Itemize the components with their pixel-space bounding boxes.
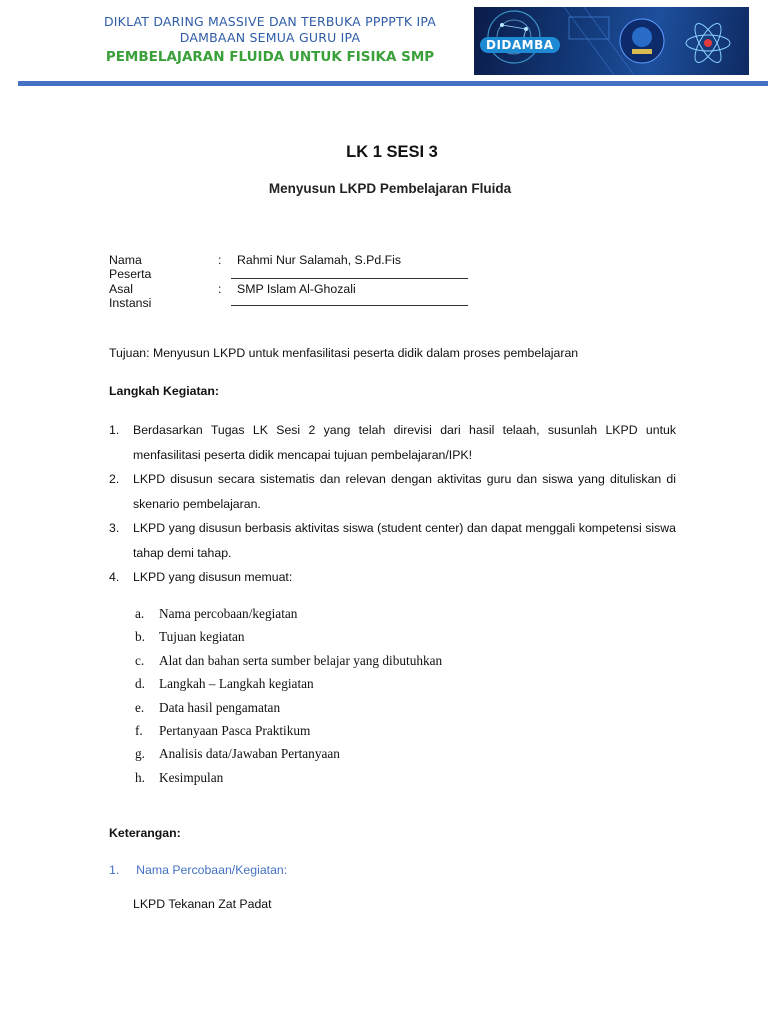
step-text: LKPD yang disusun berbasis aktivitas siswa (student center) dan dapat menggali kompetensi siswa tahap demi tahap. [133, 521, 676, 560]
sub-text: Alat dan bahan serta sumber belajar yang dibutuhkan [159, 652, 443, 668]
keterangan-item-label: Nama Percobaan/Kegiatan: [136, 863, 288, 877]
header-rule [18, 81, 768, 86]
step-text: LKPD disusun secara sistematis dan relevan dengan aktivitas guru dan siswa yang dituliskan di skenario pembelajaran. [133, 472, 676, 511]
list-item [135, 744, 442, 767]
step-text: LKPD yang disusun memuat: [133, 570, 293, 584]
sub-letter: c. [135, 652, 145, 668]
tujuan-text: Tujuan: Menyusun LKPD untuk menfasilitasi peserta didik dalam proses pembelajaran [109, 346, 579, 360]
sub-text: Pertanyaan Pasca Praktikum [159, 722, 311, 738]
header-text [60, 14, 480, 67]
sub-text: Data hasil pengamatan [159, 699, 281, 715]
header-line-3: PEMBELAJARAN FLUIDA UNTUK FISIKA SMP [105, 49, 435, 65]
list-item [135, 721, 442, 744]
sub-items-list [135, 604, 442, 791]
sub-letter: f. [135, 722, 143, 738]
list-item [135, 651, 442, 674]
didamba-logo: DIDAMBA [480, 37, 560, 53]
keterangan-item-value: LKPD Tekanan Zat Padat [133, 897, 272, 911]
list-item [109, 467, 676, 516]
sub-letter: b. [135, 629, 145, 645]
field-colon: : [218, 282, 222, 296]
field-label: Nama Peserta [109, 253, 152, 281]
keterangan-heading: Keterangan: [109, 826, 181, 840]
sub-text: Analisis data/Jawaban Pertanyaan [159, 746, 340, 762]
sub-text: Langkah – Langkah kegiatan [159, 676, 314, 692]
step-number: 1. [109, 423, 120, 437]
field-underline [231, 278, 468, 279]
sub-letter: e. [135, 699, 145, 715]
page-subtitle: Menyusun LKPD Pembelajaran Fluida [268, 181, 512, 196]
field-value: Rahmi Nur Salamah, S.Pd.Fis [237, 253, 402, 267]
sub-text: Kesimpulan [159, 769, 224, 785]
step-text: Berdasarkan Tugas LK Sesi 2 yang telah direvisi dari hasil telaah, susunlah LKPD untuk menfasilitasi peserta didik mencapai tujuan pembelajaran/IPK! [133, 423, 676, 462]
sub-letter: a. [135, 606, 145, 621]
list-item [135, 698, 442, 721]
field-value: SMP Islam Al-Ghozali [237, 282, 356, 296]
list-item [135, 674, 442, 697]
page-title: LK 1 SESI 3 [346, 143, 438, 161]
keterangan-item [109, 863, 287, 877]
langkah-heading: Langkah Kegiatan: [109, 384, 220, 398]
list-item [135, 627, 442, 650]
step-number: 4. [109, 570, 120, 584]
document-header [0, 0, 768, 86]
sub-text: Tujuan kegiatan [159, 629, 245, 645]
header-line-1: DIKLAT DARING MASSIVE DAN TERBUKA PPPPTK IPA [103, 14, 437, 29]
field-label: Asal Instansi [109, 282, 152, 310]
keterangan-item-number: 1. [109, 863, 120, 877]
list-item [109, 516, 676, 565]
sub-letter: d. [135, 676, 145, 692]
list-item [135, 768, 442, 791]
step-number: 3. [109, 521, 120, 535]
sub-letter: g. [135, 746, 145, 762]
steps-list [109, 418, 676, 590]
header-line-2: DAMBAAN SEMUA GURU IPA [179, 30, 361, 45]
list-item [109, 565, 676, 590]
list-item [109, 418, 676, 467]
field-underline [231, 305, 468, 306]
step-number: 2. [109, 472, 120, 486]
sub-letter: h. [135, 769, 145, 785]
field-colon: : [218, 253, 222, 267]
list-item [135, 604, 442, 627]
sub-text: Nama percobaan/kegiatan [159, 606, 298, 621]
header-banner-image [474, 7, 749, 75]
